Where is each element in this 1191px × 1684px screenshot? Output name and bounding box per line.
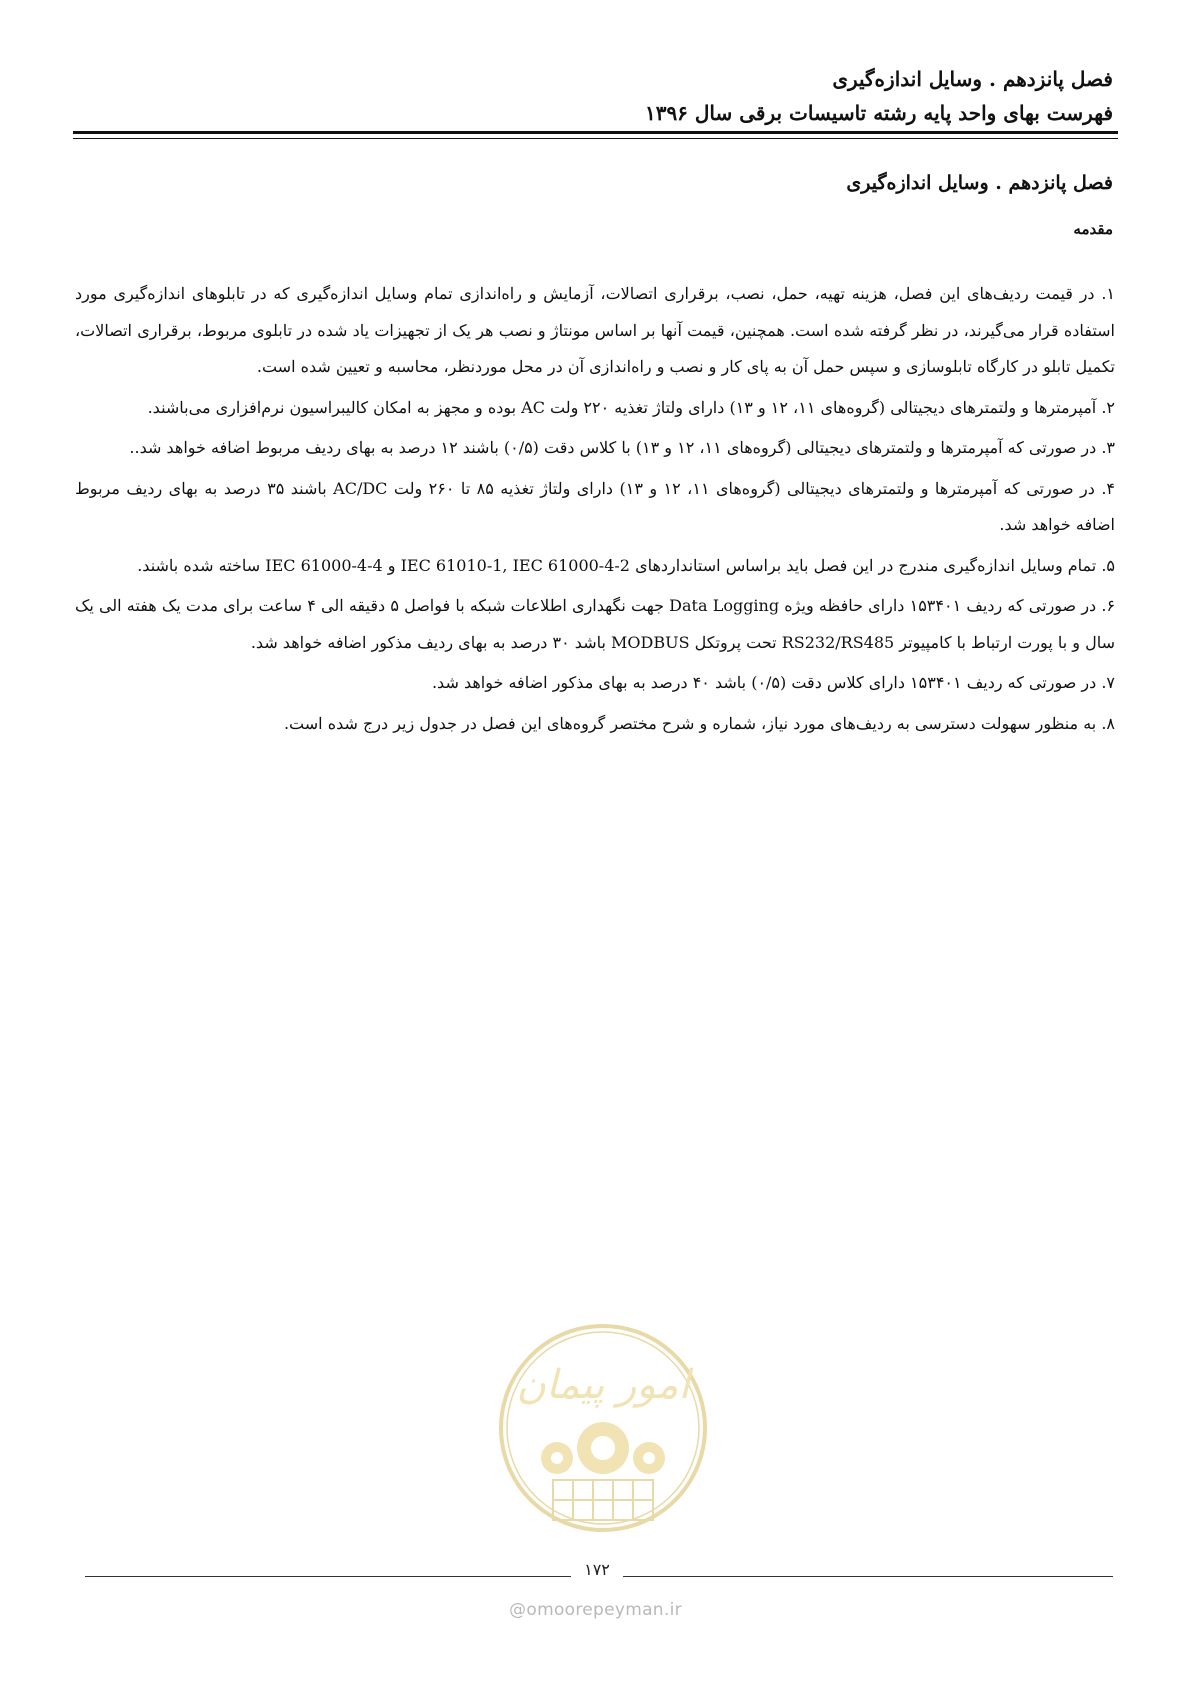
paragraph-7: ۷. در صورتی که ردیف ۱۵۳۴۰۱ دارای کلاس دقت (۰/۵) باشد ۴۰ درصد به بهای مذکور اضافه خواهد شد. <box>431 673 1115 692</box>
footer-rule-left <box>85 1576 571 1577</box>
page-number: ۱۷۲ <box>584 1560 610 1579</box>
header-rule-thick <box>73 131 1118 134</box>
body-text <box>75 276 1115 746</box>
footer-rule-right <box>623 1576 1113 1577</box>
paragraph-6: ۶. در صورتی که ردیف ۱۵۳۴۰۱ دارای حافظه ویژه Data Logging جهت نگهداری اطلاعات شبکه با فواصل ۵ دقیقه الی ۴ ساعت برای مدت یک هفته الی یک سال و با پورت ارتباط با کامپیوتر RS232/RS485 تحت پروتکل MODBUS باشد ۳۰ درصد به بهای ردیف مذکور اضافه خواهد شد. <box>75 596 1116 652</box>
grid-icon <box>553 1480 653 1520</box>
intro-heading: مقدمه <box>1073 220 1113 238</box>
paragraph-1: ۱. در قیمت ردیف‌های این فصل، هزینه تهیه، حمل، نصب، برقراری اتصالات، آزمایش و راه‌اندازی تمام وسایل اندازه‌گیری که در تابلوهای اندازه‌گیری مورد استفاده قرار می‌گیرند، در نظر گرفته شده است. همچنین، قیمت آنها بر اساس مونتاژ و نصب هر یک از تجهیزات یاد شده در تابلوی مربوط، برقراری اتصالات، تکمیل تابلو در کارگاه تابلوسازی و سپس حمل آن به پای کار و نصب و راه‌اندازی آن در محل موردنظر، محاسبه و تعیین شده است. <box>75 284 1115 376</box>
logo-emblem-icon <box>495 1320 711 1536</box>
header-document-title: فهرست بهای واحد پایه رشته تاسیسات برقی سال ۱۳۹۶ <box>644 101 1113 125</box>
paragraph-5: ۵. تمام وسایل اندازه‌گیری مندرج در این فصل باید براساس استانداردهای IEC 61010-1, IEC 61000-4-2 و IEC 61000-4-4 ساخته شده باشند. <box>137 555 1115 575</box>
header-chapter: فصل پانزدهم . وسایل اندازه‌گیری <box>832 67 1113 91</box>
chapter-title: فصل پانزدهم . وسایل اندازه‌گیری <box>846 172 1113 194</box>
watermark-url: @omoorepeyman.ir <box>509 1600 682 1620</box>
watermark-logo <box>495 1320 711 1536</box>
paragraph-4: ۴. در صورتی که آمپرمترها و ولتمترهای دیجیتالی (گروه‌های ۱۱، ۱۲ و ۱۳) دارای ولتاژ تغذیه ۸۵ تا ۲۶۰ ولت AC/DC باشند ۳۵ درصد به بهای ردیف مربوط اضافه خواهد شد. <box>75 478 1116 534</box>
logo-script: امور پیمان <box>516 1362 690 1408</box>
header-rule-thin <box>73 138 1118 139</box>
paragraph-8: ۸. به منظور سهولت دسترسی به ردیف‌های مورد نیاز، شماره و شرح مختصر گروه‌های این فصل در جدول زیر درج شده است. <box>283 713 1115 733</box>
paragraph-2: ۲. آمپرمترها و ولتمترهای دیجیتالی (گروه‌های ۱۱، ۱۲ و ۱۳) دارای ولتاژ تغذیه ۲۲۰ ولت AC بوده و مجهز به امکان کالیبراسیون نرم‌افزاری می‌باشند. <box>147 397 1115 417</box>
paragraph-3: ۳. در صورتی که آمپرمترها و ولتمترهای دیجیتالی (گروه‌های ۱۱، ۱۲ و ۱۳) با کلاس دقت (۰/۵) باشند ۱۲ درصد به بهای ردیف مربوط اضافه خواهد شد.. <box>129 438 1115 457</box>
running-header <box>73 62 1113 130</box>
